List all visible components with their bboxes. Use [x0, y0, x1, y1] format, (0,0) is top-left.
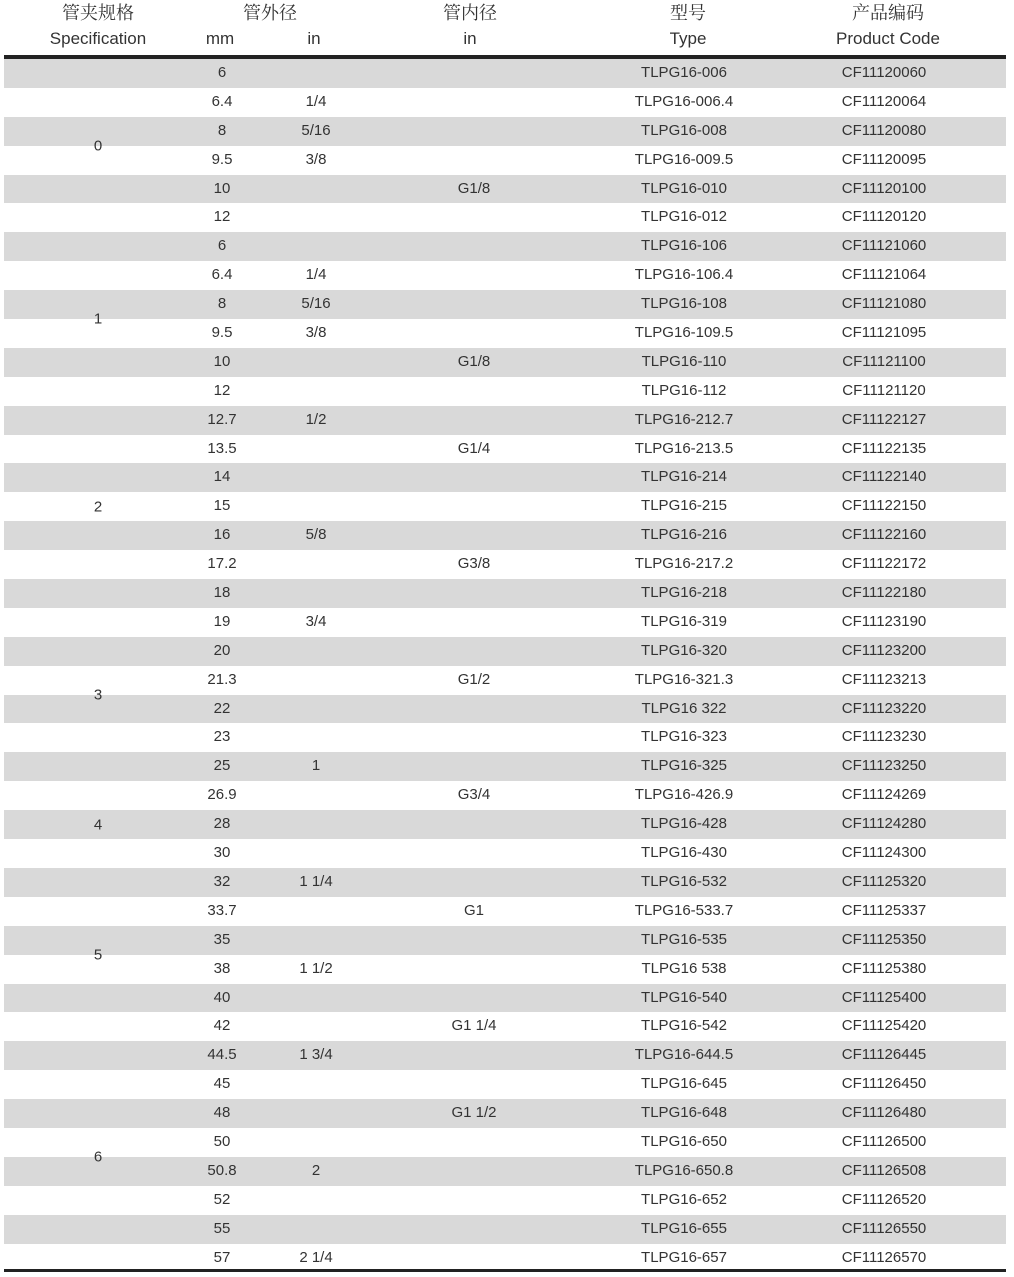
spec-group-label: 1 — [93, 310, 103, 328]
cell-mm: 55 — [213, 1219, 231, 1237]
header-outer-zh: 管外径 — [243, 3, 297, 23]
cell-mm: 18 — [213, 584, 231, 602]
cell-code: CF11121080 — [841, 295, 927, 313]
cell-type: TLPG16-542 — [641, 1017, 727, 1035]
cell-mm: 57 — [213, 1248, 231, 1266]
cell-mm: 6 — [217, 64, 227, 81]
cell-code: CF11126570 — [841, 1248, 927, 1266]
cell-code: CF11120080 — [841, 121, 927, 139]
header-inner-en: in — [463, 29, 477, 48]
cell-code: CF11120060 — [841, 64, 927, 81]
bottom-divider — [4, 1269, 1006, 1272]
cell-code: CF11122160 — [841, 526, 927, 544]
cell-code: CF11120120 — [841, 208, 927, 226]
cell-mm: 33.7 — [207, 901, 237, 919]
header-outer-mm — [190, 26, 250, 52]
cell-type: TLPG16-645 — [641, 1075, 727, 1093]
cell-mm: 15 — [213, 497, 231, 515]
cell-mm: 35 — [213, 930, 231, 948]
cell-code: CF11124269 — [841, 786, 927, 804]
spec-group-label: 0 — [93, 137, 103, 155]
cell-code: CF11123213 — [841, 670, 927, 688]
table-row — [4, 868, 1006, 897]
table-row — [4, 1215, 1006, 1244]
header-outer-diameter — [220, 0, 320, 26]
cell-type: TLPG16-319 — [641, 612, 727, 630]
table-row — [4, 261, 1006, 290]
cell-code: CF11120064 — [841, 92, 927, 110]
header-outer-in-label: in — [307, 29, 321, 48]
table-row — [4, 492, 1006, 521]
cell-code: CF11122135 — [841, 439, 927, 457]
header-spec-zh: 管夹规格 — [62, 3, 134, 23]
cell-type: TLPG16-110 — [641, 352, 727, 370]
table-row — [4, 637, 1006, 666]
cell-type: TLPG16-008 — [641, 121, 727, 139]
table-row — [4, 435, 1006, 464]
cell-type: TLPG16-218 — [641, 584, 727, 602]
header-type — [638, 0, 738, 52]
cell-code: CF11125320 — [841, 872, 927, 890]
table-header — [0, 0, 1014, 58]
cell-mm: 6.4 — [211, 92, 233, 110]
table-row — [4, 1070, 1006, 1099]
header-spec-en: Specification — [49, 29, 147, 48]
cell-mm: 44.5 — [207, 1046, 237, 1064]
table-row — [4, 579, 1006, 608]
cell-mm: 17.2 — [207, 555, 237, 573]
table-row — [4, 203, 1006, 232]
cell-mm: 50 — [213, 1132, 231, 1150]
table-row — [4, 1186, 1006, 1215]
cell-mm: 52 — [213, 1190, 231, 1208]
cell-code: CF11123190 — [841, 612, 927, 630]
cell-inner: G1/8 — [457, 179, 491, 197]
cell-type: TLPG16-012 — [641, 208, 727, 226]
table-row — [4, 695, 1006, 724]
cell-code: CF11126450 — [841, 1075, 927, 1093]
cell-type: TLPG16-215 — [641, 497, 727, 515]
cell-mm: 10 — [213, 352, 231, 370]
cell-in: 1 3/4 — [299, 1046, 333, 1064]
cell-type: TLPG16-112 — [641, 381, 727, 399]
cell-mm: 22 — [213, 699, 231, 717]
cell-code: CF11124280 — [841, 815, 927, 833]
spec-group-label: 5 — [93, 946, 103, 964]
cell-code: CF11121060 — [841, 237, 927, 255]
table-row — [4, 810, 1006, 839]
cell-mm: 19 — [213, 612, 231, 630]
cell-in: 5/16 — [301, 295, 331, 313]
header-specification — [48, 0, 148, 52]
cell-in: 3/8 — [305, 324, 327, 342]
cell-type: TLPG16-108 — [641, 295, 727, 313]
cell-mm: 8 — [217, 295, 227, 313]
cell-in: 1/4 — [305, 266, 327, 284]
cell-type: TLPG16-650 — [641, 1132, 727, 1150]
table-row — [4, 723, 1006, 752]
header-inner-zh: 管内径 — [443, 3, 497, 23]
cell-mm: 10 — [213, 179, 231, 197]
cell-type: TLPG16-533.7 — [634, 901, 734, 919]
cell-mm: 28 — [213, 815, 231, 833]
cell-inner: G3/8 — [457, 555, 491, 573]
cell-type: TLPG16-106.4 — [634, 266, 734, 284]
cell-mm: 12.7 — [207, 410, 237, 428]
cell-code: CF11120095 — [841, 150, 927, 168]
table-row — [4, 839, 1006, 868]
cell-inner: G1 — [463, 901, 485, 919]
table-row — [4, 232, 1006, 261]
table-row — [4, 608, 1006, 637]
table-row — [4, 521, 1006, 550]
cell-code: CF11123200 — [841, 641, 927, 659]
cell-in: 2 1/4 — [299, 1248, 333, 1266]
cell-in: 1 1/4 — [299, 872, 333, 890]
cell-type: TLPG16-644.5 — [634, 1046, 734, 1064]
header-product-code — [818, 0, 958, 52]
cell-in: 1 1/2 — [299, 959, 333, 977]
table-row — [4, 175, 1006, 204]
cell-code: CF11124300 — [841, 844, 927, 862]
cell-inner: G1 1/2 — [451, 1104, 497, 1122]
cell-code: CF11120100 — [841, 179, 927, 197]
cell-in: 5/8 — [305, 526, 327, 544]
table-row — [4, 781, 1006, 810]
spec-group-label: 3 — [93, 686, 103, 704]
cell-code: CF11126520 — [841, 1190, 927, 1208]
cell-inner: G1/4 — [457, 439, 491, 457]
table-row — [4, 319, 1006, 348]
cell-code: CF11125350 — [841, 930, 927, 948]
cell-code: CF11125400 — [841, 988, 927, 1006]
cell-mm: 38 — [213, 959, 231, 977]
cell-type: TLPG16-212.7 — [634, 410, 734, 428]
table-row — [4, 406, 1006, 435]
cell-code: CF11122172 — [841, 555, 927, 573]
cell-inner: G1/8 — [457, 352, 491, 370]
cell-in: 3/4 — [305, 612, 327, 630]
cell-type: TLPG16-106 — [641, 237, 727, 255]
cell-code: CF11122180 — [841, 584, 927, 602]
cell-code: CF11126508 — [841, 1161, 927, 1179]
table-row — [4, 1099, 1006, 1128]
cell-mm: 20 — [213, 641, 231, 659]
header-type-en: Type — [669, 29, 707, 48]
header-code-zh: 产品编码 — [852, 3, 924, 23]
cell-inner: G1 1/4 — [451, 1017, 497, 1035]
cell-type: TLPG16-325 — [641, 757, 727, 775]
cell-mm: 26.9 — [207, 786, 237, 804]
cell-code: CF11123220 — [841, 699, 927, 717]
table-row — [4, 550, 1006, 579]
cell-type: TLPG16-010 — [641, 179, 727, 197]
cell-type: TLPG16-430 — [641, 844, 727, 862]
cell-type: TLPG16-540 — [641, 988, 727, 1006]
table-row — [4, 463, 1006, 492]
cell-code: CF11122150 — [841, 497, 927, 515]
header-type-zh: 型号 — [670, 3, 706, 23]
cell-code: CF11121120 — [842, 381, 926, 399]
cell-type: TLPG16-655 — [641, 1219, 727, 1237]
cell-mm: 42 — [213, 1017, 231, 1035]
cell-inner: G3/4 — [457, 786, 491, 804]
table-row — [4, 926, 1006, 955]
table-row — [4, 1041, 1006, 1070]
cell-mm: 25 — [213, 757, 231, 775]
cell-code: CF11122127 — [841, 410, 927, 428]
cell-mm: 48 — [213, 1104, 231, 1122]
cell-inner: G1/2 — [457, 670, 491, 688]
table-row — [4, 348, 1006, 377]
cell-code: CF11126550 — [841, 1219, 927, 1237]
cell-mm: 12 — [213, 208, 231, 226]
cell-type: TLPG16-426.9 — [634, 786, 734, 804]
cell-code: CF11123230 — [841, 728, 927, 746]
cell-type: TLPG16-535 — [641, 930, 727, 948]
cell-code: CF11123250 — [841, 757, 927, 775]
table-row — [4, 146, 1006, 175]
cell-type: TLPG16-657 — [641, 1248, 727, 1266]
table-row — [4, 290, 1006, 319]
product-table — [4, 59, 1006, 1272]
cell-mm: 23 — [213, 728, 231, 746]
cell-type: TLPG16-652 — [641, 1190, 727, 1208]
cell-mm: 9.5 — [211, 324, 233, 342]
cell-in: 1/4 — [305, 92, 327, 110]
cell-code: CF11126480 — [841, 1104, 927, 1122]
cell-mm: 40 — [213, 988, 231, 1006]
cell-in: 1/2 — [305, 410, 327, 428]
cell-code: CF11122140 — [841, 468, 927, 486]
cell-mm: 32 — [213, 872, 231, 890]
spec-group-label: 6 — [93, 1148, 103, 1166]
table-row — [4, 377, 1006, 406]
header-code-en: Product Code — [836, 29, 940, 48]
cell-in: 5/16 — [301, 121, 331, 139]
cell-code: CF11121100 — [842, 352, 926, 370]
table-row — [4, 88, 1006, 117]
cell-code: CF11125380 — [841, 959, 927, 977]
cell-type: TLPG16-321.3 — [634, 670, 734, 688]
cell-type: TLPG16-006 — [641, 64, 727, 81]
cell-type: TLPG16-009.5 — [634, 150, 734, 168]
cell-code: CF11125337 — [841, 901, 927, 919]
table-row — [4, 897, 1006, 926]
header-inner-diameter — [420, 0, 520, 52]
cell-type: TLPG16-320 — [641, 641, 727, 659]
spec-group-label: 4 — [93, 816, 103, 834]
header-outer-mm-label: mm — [205, 29, 235, 48]
cell-type: TLPG16-216 — [641, 526, 727, 544]
cell-mm: 13.5 — [207, 439, 237, 457]
cell-code: CF11125420 — [841, 1017, 927, 1035]
cell-mm: 30 — [213, 844, 231, 862]
table-row — [4, 666, 1006, 695]
cell-mm: 14 — [213, 468, 231, 486]
cell-in: 1 — [311, 757, 321, 775]
cell-type: TLPG16-214 — [641, 468, 727, 486]
cell-type: TLPG16 538 — [641, 959, 727, 977]
cell-type: TLPG16-109.5 — [634, 324, 734, 342]
cell-mm: 6 — [217, 237, 227, 255]
table-row — [4, 117, 1006, 146]
cell-mm: 21.3 — [207, 670, 237, 688]
cell-type: TLPG16-650.8 — [634, 1161, 734, 1179]
cell-type: TLPG16-323 — [641, 728, 727, 746]
cell-code: CF11126445 — [841, 1046, 927, 1064]
cell-mm: 9.5 — [211, 150, 233, 168]
cell-type: TLPG16-428 — [641, 815, 727, 833]
cell-type: TLPG16-213.5 — [634, 439, 734, 457]
table-row — [4, 752, 1006, 781]
header-outer-in — [284, 26, 344, 52]
cell-mm: 12 — [213, 381, 231, 399]
spec-group-label: 2 — [93, 498, 103, 516]
cell-mm: 45 — [213, 1075, 231, 1093]
cell-mm: 50.8 — [207, 1161, 237, 1179]
table-row — [4, 955, 1006, 984]
cell-code: CF11126500 — [841, 1132, 927, 1150]
cell-in: 2 — [311, 1161, 321, 1179]
cell-mm: 16 — [213, 526, 231, 544]
table-row — [4, 59, 1006, 88]
cell-type: TLPG16 322 — [641, 699, 727, 717]
cell-type: TLPG16-648 — [641, 1104, 727, 1122]
cell-type: TLPG16-217.2 — [634, 555, 734, 573]
table-row — [4, 1128, 1006, 1157]
cell-type: TLPG16-006.4 — [634, 92, 734, 110]
cell-mm: 8 — [217, 121, 227, 139]
table-row — [4, 1012, 1006, 1041]
cell-type: TLPG16-532 — [641, 872, 727, 890]
table-row — [4, 984, 1006, 1013]
cell-mm: 6.4 — [211, 266, 233, 284]
cell-code: CF11121064 — [841, 266, 927, 284]
table-row — [4, 1157, 1006, 1186]
cell-code: CF11121095 — [841, 324, 927, 342]
cell-in: 3/8 — [305, 150, 327, 168]
